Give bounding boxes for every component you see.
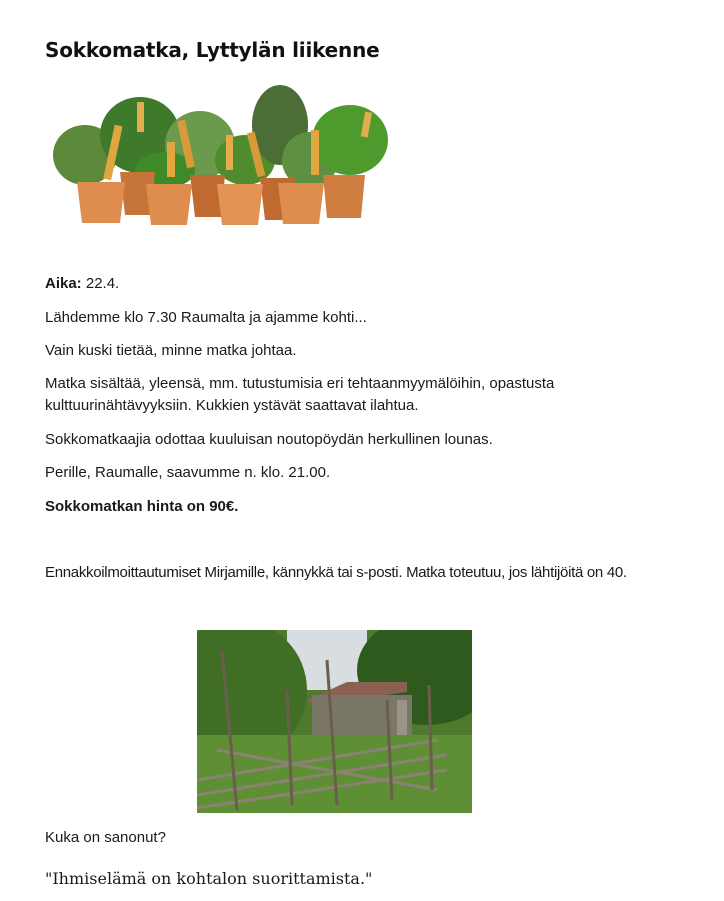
paragraph: Matka sisältää, yleensä, mm. tutustumisia eri tehtaanmyymälöihin, opastusta kulttuurinähtävyyksiin. Kukkien ystävät saattavat ilahtua. bbox=[45, 375, 555, 414]
quote-text: "Ihmiselämä on kohtalon suorittamista." bbox=[45, 869, 373, 888]
price-line: Sokkomatkan hinta on 90€. bbox=[45, 498, 239, 515]
paragraph: Perille, Raumalle, saavumme n. klo. 21.00. bbox=[45, 464, 331, 481]
paragraph: Vain kuski tietää, minne matka johtaa. bbox=[45, 342, 297, 359]
question-text: Kuka on sanonut? bbox=[45, 829, 166, 846]
paragraph: Lähdemme klo 7.30 Raumalta ja ajamme kohti... bbox=[45, 309, 367, 326]
date-label: Aika: bbox=[45, 275, 82, 292]
herb-pots-image bbox=[45, 80, 390, 230]
barn-fence-image bbox=[197, 630, 472, 813]
date-line bbox=[45, 273, 119, 295]
registration-note: Ennakkoilmoittautumiset Mirjamille, kännykkä tai s-posti. Matka toteutuu, jos lähtijöitä on 40. bbox=[45, 564, 627, 581]
date-value: 22.4. bbox=[81, 275, 120, 292]
page-title: Sokkomatka, Lyttylän liikenne bbox=[45, 38, 380, 62]
paragraph: Sokkomatkaajia odottaa kuuluisan noutopöydän herkullinen lounas. bbox=[45, 431, 493, 448]
